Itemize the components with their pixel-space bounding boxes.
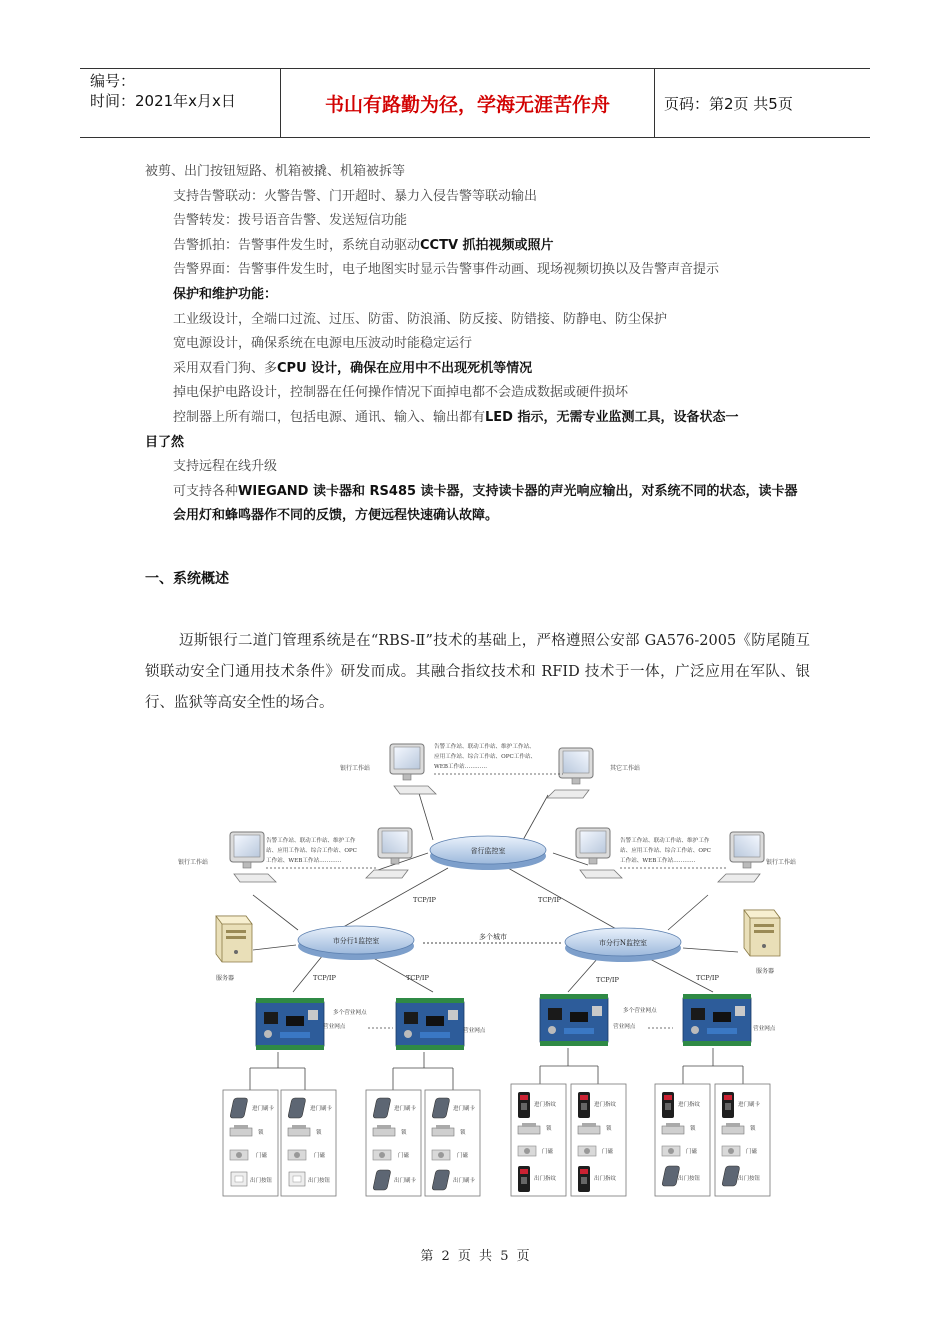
header-motto: 书山有路勤为径，学海无涯苦作舟 bbox=[324, 93, 610, 116]
multi-branch-label: 多个营业网点 bbox=[333, 1010, 367, 1016]
ws-list-line: 告警工作站、联动工作站、维护工作 bbox=[620, 838, 710, 844]
tcpip-label: TCP/IP bbox=[538, 896, 561, 904]
text-line bbox=[145, 357, 805, 382]
text-run: 告警抓拍：告警事件发生时，系统自动驱动 bbox=[173, 237, 421, 253]
ws-list-line: 应用工作站、综合工作站、OPC工作站、 bbox=[434, 754, 537, 760]
door-magnet-label: 门磁 bbox=[602, 1149, 614, 1155]
bank-workstation-label: 银行工作站 bbox=[766, 859, 797, 866]
lock-label: 锁 bbox=[258, 1130, 264, 1136]
ws-list-line: 站、应用工作站、综合工作站、OPC bbox=[620, 848, 711, 854]
feature-list bbox=[145, 160, 805, 529]
door-magnet-label: 门磁 bbox=[457, 1153, 469, 1159]
city-monitor-center-1 bbox=[298, 926, 414, 960]
ws-list-line: 告警工作站、联动工作站、维护工作 bbox=[266, 838, 356, 844]
lock-label: 锁 bbox=[690, 1126, 696, 1132]
workstation-list-right bbox=[620, 836, 711, 864]
system-topology-diagram bbox=[168, 730, 797, 1200]
tcpip-label: TCP/IP bbox=[313, 974, 336, 982]
door-in-card-label: 进门刷卡 bbox=[252, 1106, 275, 1112]
text-line: 被剪、出门按钮短路、机箱被撬、机箱被拆等 bbox=[145, 164, 406, 179]
text-line bbox=[145, 234, 805, 259]
text-run-bold: CPU 设计，确保在应用中不出现死机等情况 bbox=[277, 360, 533, 376]
door-panel bbox=[715, 1084, 770, 1196]
controller-board-icon bbox=[396, 998, 464, 1050]
text-line: 工业级设计，全端口过流、过压、防雷、防浪涌、防反接、防错接、防静电、防尘保护 bbox=[173, 311, 668, 327]
door-magnet-label: 门磁 bbox=[542, 1149, 554, 1155]
text-line: 掉电保护电路设计，控制器在任何操作情况下面掉电都不会造成数据或硬件损坏 bbox=[173, 385, 629, 401]
controller-board-icon bbox=[256, 998, 324, 1050]
door-out-fingerprint-label: 出门指纹 bbox=[534, 1176, 557, 1182]
text-run-bold: LED 指示，无需专业监测工具，设备状态一 bbox=[485, 409, 739, 425]
tcpip-label: TCP/IP bbox=[596, 976, 619, 984]
text-run: 采用双看门狗、多 bbox=[173, 360, 278, 376]
lock-label: 锁 bbox=[606, 1126, 612, 1132]
branch-label: 营业网点 bbox=[463, 1028, 486, 1034]
multi-city-label: 多个城市 bbox=[479, 933, 507, 941]
door-out-fingerprint-label: 出门指纹 bbox=[594, 1176, 617, 1182]
server-label: 服务器 bbox=[756, 968, 775, 975]
controller-board-icon bbox=[683, 994, 751, 1046]
door-panel bbox=[571, 1084, 626, 1196]
server-icon bbox=[744, 910, 780, 956]
bank-workstation-icon bbox=[390, 744, 436, 794]
ws-list-line: 工作站、WEB工作站………… bbox=[620, 858, 696, 864]
workstation-list-top bbox=[434, 742, 536, 770]
tcpip-label: TCP/IP bbox=[413, 896, 436, 904]
door-in-fingerprint-label: 进门指纹 bbox=[534, 1102, 557, 1108]
door-panel bbox=[511, 1084, 566, 1196]
door-out-card-label: 出门刷卡 bbox=[453, 1178, 476, 1184]
province-center-label: 省行监控室 bbox=[470, 847, 506, 855]
text-run-bold: CCTV 抓拍视频或照片 bbox=[420, 237, 554, 253]
text-line bbox=[145, 406, 805, 431]
branch-label: 营业网点 bbox=[613, 1024, 636, 1030]
other-workstation-label: 其它工作站 bbox=[610, 765, 641, 772]
text-line: 支持告警联动：火警告警、门开超时、暴力入侵告警等联动输出 bbox=[173, 188, 538, 204]
tcpip-label: TCP/IP bbox=[696, 974, 719, 982]
city-monitor-center-n bbox=[565, 928, 681, 962]
text-line: 宽电源设计，确保系统在电源电压波动时能稳定运行 bbox=[173, 336, 473, 352]
text-line: 告警转发：拨号语音告警、发送短信功能 bbox=[173, 213, 408, 229]
ws-list-line: 工作站、WEB工作站………… bbox=[266, 858, 342, 864]
door-panel bbox=[425, 1090, 480, 1196]
other-workstation-icon bbox=[547, 748, 593, 798]
text-line: 支持远程在线升级 bbox=[173, 459, 278, 475]
time-label: 时间：2021年x月x日 bbox=[90, 92, 236, 110]
door-magnet-label: 门磁 bbox=[398, 1153, 410, 1159]
city-center-n-label: 市分行N监控室 bbox=[598, 939, 648, 947]
workstation-icon bbox=[576, 828, 622, 878]
number-label: 编号： bbox=[90, 72, 136, 90]
lock-label: 锁 bbox=[546, 1126, 552, 1132]
text-line: 告警界面：告警事件发生时，电子地图实时显示告警事件动画、现场视频切换以及告警声音提示 bbox=[173, 262, 720, 278]
door-in-fingerprint-label: 进门指纹 bbox=[678, 1102, 701, 1108]
door-panel bbox=[223, 1090, 278, 1196]
lock-label: 锁 bbox=[316, 1130, 322, 1136]
door-out-card-label: 出门刷卡 bbox=[394, 1178, 417, 1184]
text-run-bold: WIEGAND 读卡器和 RS485 读卡器，支持读卡器的声光响应输出，对系统不同的状态，读卡器会用灯和蜂鸣器作不同的反馈，方便远程快速确认故障。 bbox=[173, 483, 798, 524]
subheading: 保护和维护功能： bbox=[173, 286, 278, 302]
door-panel bbox=[655, 1084, 710, 1196]
section-title: 一、系统概述 bbox=[145, 571, 229, 587]
exit-button-label: 出门按钮 bbox=[250, 1178, 273, 1184]
lock-label: 锁 bbox=[460, 1130, 466, 1136]
door-panel bbox=[281, 1090, 336, 1196]
door-in-card-label: 进门刷卡 bbox=[310, 1106, 333, 1112]
header-meta bbox=[90, 71, 280, 111]
workstation-icon bbox=[366, 828, 412, 878]
multi-branch-label: 多个营业网点 bbox=[623, 1008, 657, 1014]
text-run: 可支持各种 bbox=[173, 483, 239, 499]
ws-list-line: 站、应用工作站、综合工作站、OPC bbox=[266, 848, 357, 854]
city-center-1-label: 市分行1监控室 bbox=[332, 937, 380, 945]
door-magnet-label: 门磁 bbox=[256, 1153, 268, 1159]
door-in-fingerprint-label: 进门指纹 bbox=[594, 1102, 617, 1108]
text-line: 目了然 bbox=[145, 434, 185, 450]
server-label: 服务器 bbox=[216, 975, 235, 982]
lock-label: 锁 bbox=[401, 1130, 407, 1136]
branch-label: 营业网点 bbox=[323, 1024, 346, 1030]
server-icon bbox=[216, 916, 252, 962]
controller-board-icon bbox=[540, 994, 608, 1046]
door-in-card-label: 进门刷卡 bbox=[394, 1106, 417, 1112]
lock-label: 锁 bbox=[750, 1126, 756, 1132]
exit-button-label: 出门按钮 bbox=[308, 1178, 331, 1184]
door-magnet-label: 门磁 bbox=[746, 1149, 758, 1155]
workstation-list-left bbox=[266, 836, 357, 864]
page-header bbox=[80, 68, 870, 138]
bank-workstation-icon bbox=[718, 832, 764, 882]
text-run: 控制器上所有端口，包括电源、通讯、输入、输出都有 bbox=[173, 409, 486, 425]
page-footer: 第 2 页 共 5 页 bbox=[420, 1249, 530, 1264]
door-in-card-label: 进门刷卡 bbox=[453, 1106, 476, 1112]
ws-list-line: 告警工作站、联动工作站、维护工作站、 bbox=[434, 744, 535, 750]
province-monitor-center bbox=[430, 836, 546, 870]
door-panel bbox=[366, 1090, 421, 1196]
text-line bbox=[145, 480, 805, 529]
header-page-label: 页码：第2页 共5页 bbox=[664, 94, 793, 113]
header-divider bbox=[654, 69, 655, 137]
bank-workstation-label: 银行工作站 bbox=[178, 859, 209, 866]
tcpip-label: TCP/IP bbox=[406, 974, 429, 982]
ws-list-line: WEB工作站………… bbox=[434, 764, 488, 770]
overview-paragraph: 迈斯银行二道门管理系统是在“RBS-Ⅱ”技术的基础上，严格遵照公安部 GA576-2005《防尾随互锁联动安全门通用技术条件》研发而成。其融合指纹技术和 RFID 技术于一体，广泛应用在军队、银行、监狱等高安全性的场合。 bbox=[145, 633, 810, 711]
door-magnet-label: 门磁 bbox=[314, 1153, 326, 1159]
branch-label: 营业网点 bbox=[753, 1026, 776, 1032]
exit-button-label: 出门按钮 bbox=[738, 1176, 761, 1182]
bank-workstation-label: 银行工作站 bbox=[340, 765, 371, 772]
door-magnet-label: 门磁 bbox=[686, 1149, 698, 1155]
door-in-card-label: 进门刷卡 bbox=[738, 1102, 761, 1108]
exit-button-label: 出门按钮 bbox=[678, 1176, 701, 1182]
